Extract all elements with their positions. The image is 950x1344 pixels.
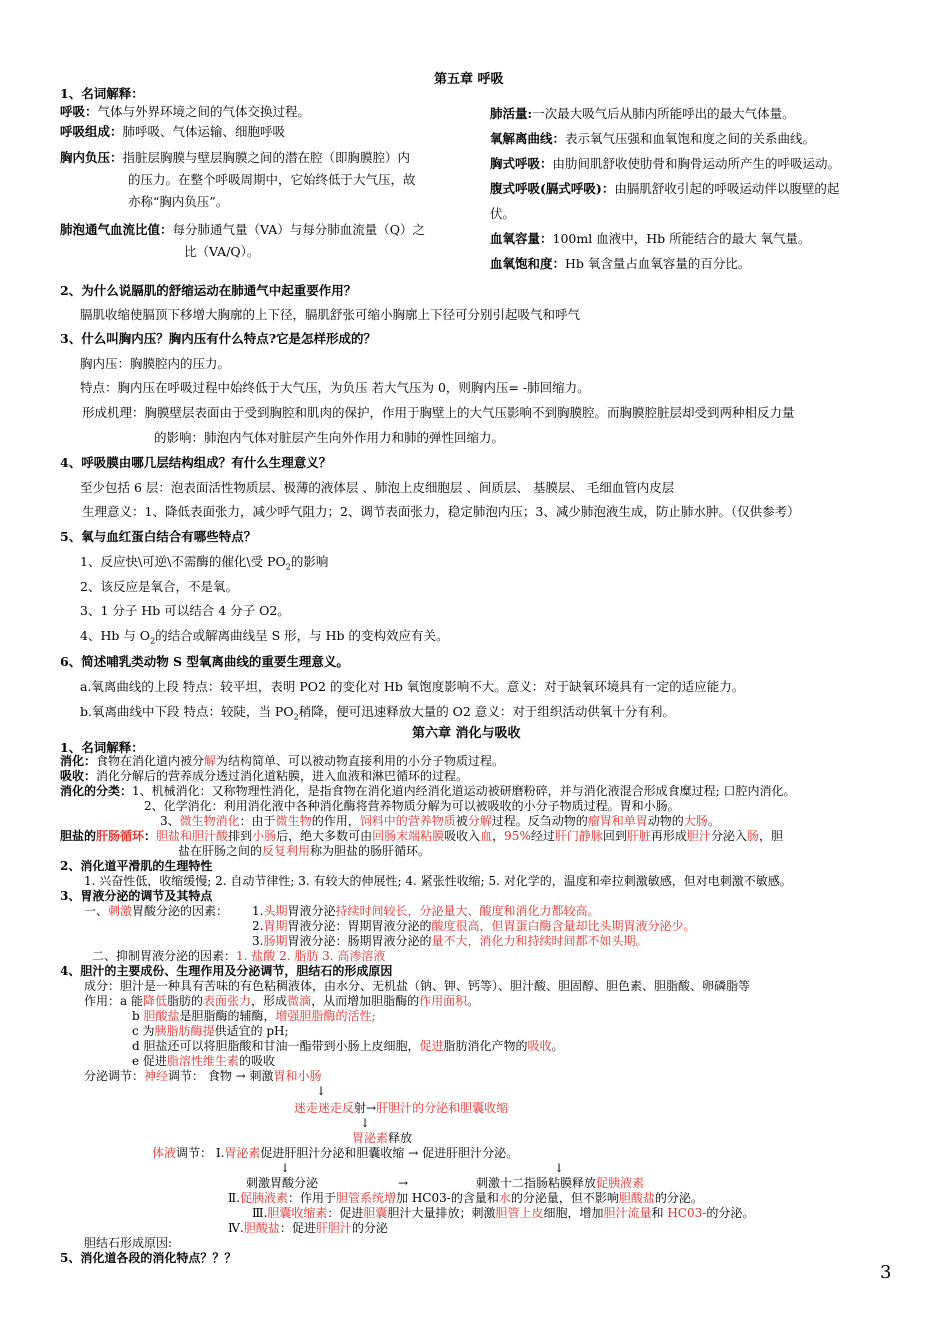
question-heading: 3、胃液分泌的调节及其特点 [60, 889, 213, 903]
flow-cck: Ⅲ.胆囊收缩素：促进胆囊胆汁大量排放；刺激胆管上皮细胞，增加胆汁流量和 HC03-的分泌。 [252, 1206, 755, 1220]
flow-step: 刺激胃酸分泌 [246, 1176, 319, 1190]
flow-step: 刺激十二指肠粘膜释放促胰液素 [476, 1176, 645, 1190]
answer-text: a.氧离曲线的上段 特点：较平坦，表明 PO2 的变化对 Hb 氧饱度影响不大。意义：对于缺氧环境具有一定的适应能力。 [80, 679, 745, 694]
answer-text: 3.肠期胃液分泌：肠期胃液分泌的量不大，消化力和持续时间都不如头期。 [252, 934, 648, 948]
question-heading: 6、简述哺乳类动物 S 型氧离曲线的重要生理意义。 [60, 654, 349, 669]
answer-text: 1、反应快\可逆\不需酶的催化\受 $PO_2$的影响 [80, 554, 329, 572]
definition-line: 的压力。在整个呼吸周期中，它始终低于大气压，故 [128, 172, 416, 187]
question-heading: 3、什么叫胸内压？胸内压有什么特点?它是怎样形成的？ [60, 331, 377, 346]
flow-arrow-right: → [398, 1176, 409, 1190]
answer-text: 膈肌收缩使膈顶下移增大胸廓的上下径，膈肌舒张可缩小胸廓上下径可分别引起吸气和呼气 [80, 307, 581, 322]
section-heading: 1、名词解释： [60, 740, 144, 755]
flow-bile-salt: Ⅳ.胆酸盐：促进肝胆汁的分泌 [228, 1221, 388, 1235]
answer-text: c 为胰脂肪酶提供适宜的 pH; [132, 1024, 289, 1038]
answer-text: 生理意义：1、降低表面张力，减少呼气阻力；2、调节表面张力，稳定肺泡内压；3、减少肺泡液生成，防止肺水肿。（仅供参考） [82, 504, 800, 519]
question-heading: 2、消化道平滑肌的生理特性 [60, 859, 213, 873]
answer-text: b.氧离曲线中下段 特点：较陡，当 $PO_2$稍降，便可迅速释放大量的 O2 意义：对于组织活动供氧十分有利。 [80, 704, 675, 722]
definition-line: 盐在肝肠之间的反复利用称为胆盐的肠肝循环。 [178, 844, 431, 858]
flow-neural-regulation: 分泌调节：神经调节： 食物 → 刺激胃和小肠 [84, 1069, 322, 1083]
answer-text: 的影响：肺泡内气体对脏层产生向外作用力和肺的弹性回缩力。 [154, 430, 505, 445]
answer-text: 至少包括 6 层：泡表面活性物质层、极薄的液体层 、肺泡上皮细胞层 、间质层、 基膜层、 毛细血管内皮层 [80, 480, 675, 495]
definition-line: 2、化学消化：利用消化液中各种消化酶将营养物质分解为可以被吸收的小分子物质过程。胃和小肠。 [144, 799, 680, 813]
question-heading: 4、呼吸膜由哪几层结构组成？有什么生理意义？ [60, 455, 332, 470]
definition-danyan-ganchang-xunhuan: 胆盐的肝肠循环：胆盐和胆汁酸排到小肠后，绝大多数可由回肠末端粘膜吸收入血，95%经过肝门静脉回到肝脏再形成胆汁分泌入肠，胆 [60, 829, 783, 843]
flow-arrow-down: ↓ [554, 1161, 565, 1175]
answer-text: 成分：胆汁是一种具有苦味的有色粘稠液体，由水分、无机盐（钠、钾、钙等）、胆汁酸、胆固醇、胆色素、胆脂酸、卵磷脂等 [84, 979, 751, 993]
flow-gastrin-release: 胃泌素释放 [352, 1131, 413, 1145]
answer-text: d 胆盐还可以将胆脂酸和甘油一酯带到小肠上皮细胞，促进脂肪消化产物的吸收。 [132, 1039, 564, 1053]
answer-text: 二、抑制胃液分泌的因素：1. 盐酸 2. 脂肪 3. 高渗溶液 [92, 949, 386, 963]
flow-arrow-down: ↓ [316, 1084, 327, 1098]
definition-line: 亦称“胸内负压”。 [128, 194, 229, 209]
section-heading: 1、名词解释： [60, 86, 144, 101]
definition-xiongshi-huxi: 胸式呼吸：由肋间肌舒收使肋骨和胸骨运动所产生的呼吸运动。 [490, 156, 841, 171]
question-heading: 5、消化道各段的消化特点？？？ [60, 1251, 237, 1265]
definition-xiaohua: 消化：食物在消化道内被分解为结构简单、可以被动物直接利用的小分子物质过程。 [60, 754, 505, 768]
flow-arrow-down: ↓ [360, 1116, 371, 1130]
definition-xishou: 吸收：消化分解后的营养成分透过消化道粘膜，进入血液和淋巴循环的过程。 [60, 769, 469, 783]
answer-text: 2、该反应是氧合，不是氧。 [80, 579, 238, 594]
flow-vagal-reflex: 迷走迷走反射→肝胆汁的分泌和胆囊收缩 [294, 1101, 509, 1115]
definition-xiongnei-fuya: 胸内负压：指脏层胸膜与壁层胸膜之间的潜在腔（即胸膜腔）内 [60, 150, 411, 165]
answer-text: 1. 兴奋性低，收缩缓慢; 2. 自动节律性; 3. 有较大的伸展性; 4. 紧张性收缩; 5. 对化学的，温度和牵拉刺激敏感，但对电刺激不敏感。 [84, 874, 792, 888]
definition-line: 比（VA/Q）。 [184, 244, 260, 259]
answer-text: 4、Hb 与 $O_2$的结合或解离曲线呈 S 形，与 Hb 的变构效应有关。 [80, 628, 449, 646]
definition-huxi: 呼吸：气体与外界环境之间的气体交换过程。 [60, 104, 311, 119]
answer-text: 胸内压：胸膜腔内的压力。 [80, 356, 231, 371]
definition-fushi-huxi: 腹式呼吸(膈式呼吸)：由膈肌舒收引起的呼吸运动伴以腹壁的起 [490, 181, 840, 196]
definition-line: 伏。 [490, 206, 516, 221]
answer-text: 1.头期胃液分泌持续时间较长，分泌量大、酸度和消化力都较高。 [252, 904, 600, 918]
flow-secretin: Ⅱ.促胰液素：作用于胆管系统增加 HC03-的含量和水的分泌量，但不影响胆酸盐的分泌。 [228, 1191, 703, 1205]
definition-feipao-bizhi: 肺泡通气血流比值：每分肺通气量（VA）与每分肺血流量（Q）之 [60, 222, 425, 237]
question-heading: 5、氧与血红蛋白结合有哪些特点？ [60, 529, 257, 544]
answer-text: 特点：胸内压在呼吸过程中始终低于大气压，为负压 若大气压为 0，则胸内压= -肺回缩力。 [80, 380, 590, 395]
answer-text: 一、刺激胃酸分泌的因素： [84, 904, 229, 918]
chapter5-title: 第五章 呼吸 [434, 72, 504, 87]
answer-text: 胆结石形成原因: [84, 1236, 173, 1250]
definition-huxi-zucheng: 呼吸组成：肺呼吸、气体运输、细胞呼吸 [60, 124, 286, 139]
answer-text: 作用：a 能降低脂肪的表面张力，形成微滴，从而增加胆脂酶的作用面积。 [84, 994, 480, 1008]
definition-xiaohua-fenlei: 消化的分类：1、机械消化：又称物理性消化，是指食物在消化道内经消化道运动被研磨粉碎，并与消化液混合形成食糜过程; 口腔内消化。 [60, 784, 796, 798]
definition-xueyang-baohedu: 血氧饱和度：Hb 氧含量占血氧容量的百分比。 [490, 256, 751, 271]
question-heading: 2、为什么说膈肌的舒缩运动在肺通气中起重要作用？ [60, 283, 357, 298]
answer-text: e 促进脂溶性维生素的吸收 [132, 1054, 275, 1068]
flow-arrow-down: ↓ [280, 1161, 291, 1175]
answer-text: 3、1 分子 Hb 可以结合 4 分子 O2。 [80, 603, 290, 618]
flow-humoral-regulation: 体液调节： Ⅰ.胃泌素促进肝胆汁分泌和胆囊收缩 → 促进肝胆汁分泌。 [152, 1146, 519, 1160]
chapter6-title: 第六章 消化与吸收 [412, 726, 521, 741]
page-number: 3 [880, 1262, 892, 1283]
answer-text: 2.胃期胃液分泌：胃期胃液分泌的酸度很高，但胃蛋白酶含量却比头期胃液分泌少。 [252, 919, 696, 933]
answer-text: b 胆酸盐是胆脂酶的辅酶，增强胆脂酶的活性; [132, 1009, 376, 1023]
definition-line: 3、微生物消化：由于微生物的作用，饲料中的营养物质被分解过程。反刍动物的瘤胃和单胃动物的大肠。 [160, 814, 720, 828]
definition-yangjieli-quxian: 氧解离曲线：表示氧气压强和血氧饱和度之间的关系曲线。 [490, 131, 816, 146]
definition-xueyang-rongliang: 血氧容量：100ml 血液中，Hb 所能结合的最大 氧气量。 [490, 231, 811, 246]
answer-text: 形成机理：胸膜壁层表面由于受到胸腔和肌肉的保护，作用于胸壁上的大气压影响不到胸膜腔。而胸膜腔脏层却受到两种相反力量 [82, 405, 795, 420]
question-heading: 4、胆汁的主要成份、生理作用及分泌调节，胆结石的形成原因 [60, 964, 393, 978]
definition-feihuoliang: 肺活量:一次最大吸气后从肺内所能呼出的最大气体量。 [490, 106, 795, 121]
